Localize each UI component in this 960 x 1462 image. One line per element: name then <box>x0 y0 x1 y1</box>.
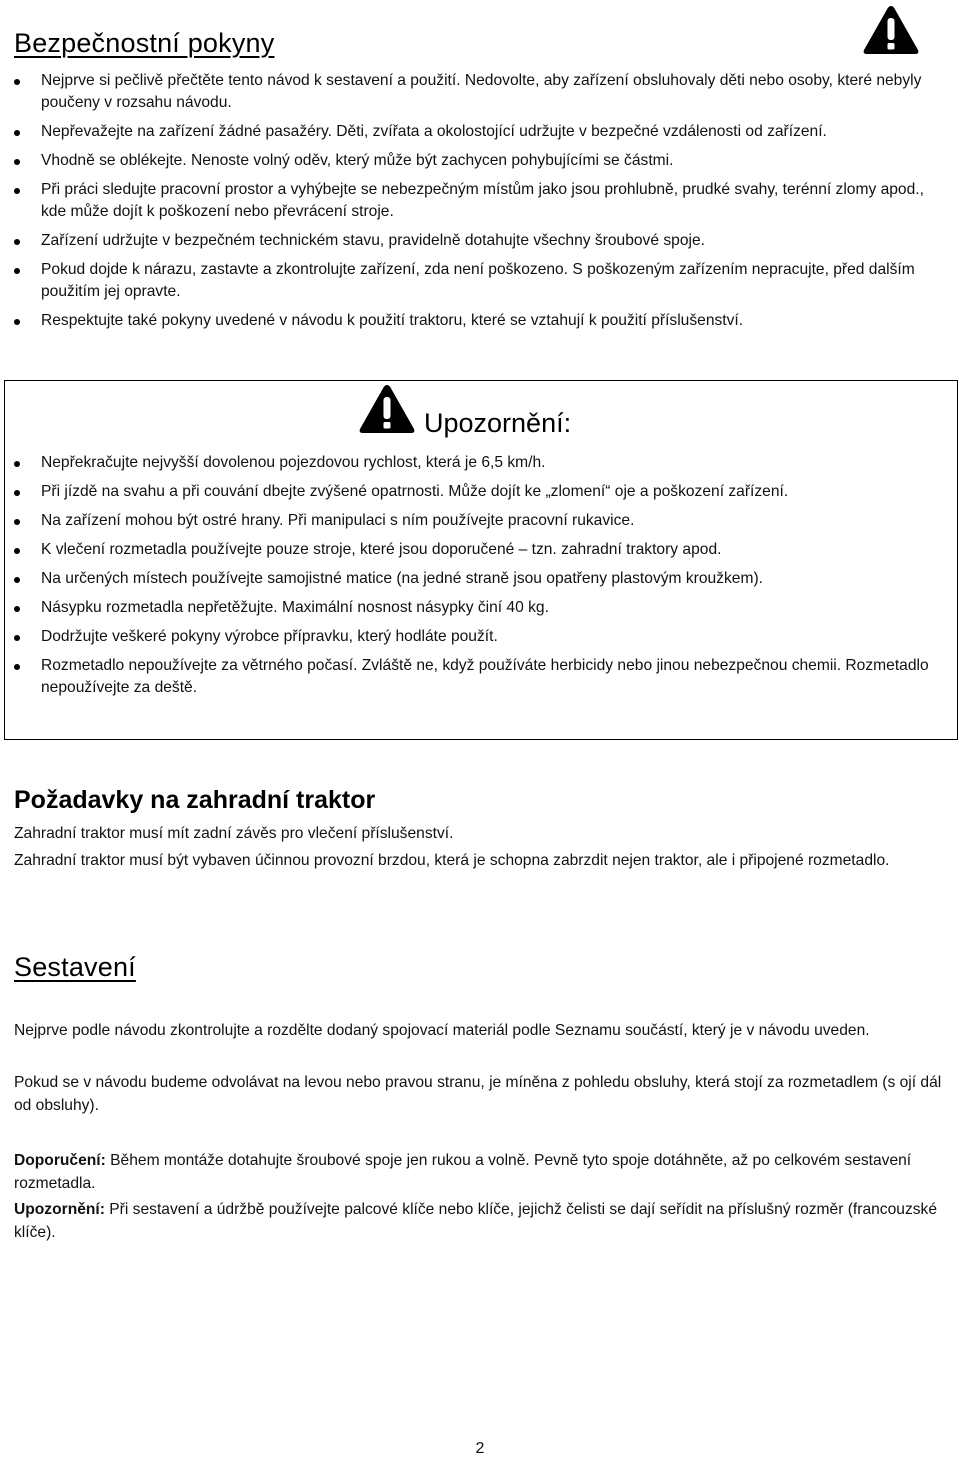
caution-note <box>14 1198 944 1244</box>
list-item: Na určených místech používejte samojistné matice (na jedné straně jsou opatřeny plastovým kroužkem). <box>12 568 942 590</box>
assembly-paragraph-2: Pokud se v návodu budeme odvolávat na levou nebo pravou stranu, je míněna z pohledu obsluhy, která stojí za rozmetadlem (s ojí dál od obsluhy). <box>14 1074 942 1114</box>
list-item: Dodržujte veškeré pokyny výrobce přípravku, který hodláte použít. <box>12 626 942 648</box>
list-item: Na zařízení mohou být ostré hrany. Při manipulaci s ním používejte pracovní rukavice. <box>12 510 942 532</box>
tractor-paragraph-1: Zahradní traktor musí mít zadní závěs pro vlečení příslušenství. <box>14 825 454 842</box>
tractor-heading: Požadavky na zahradní traktor <box>14 786 376 814</box>
list-item: Při jízdě na svahu a při couvání dbejte zvýšené opatrnosti. Může dojít ke „zlomení“ oje a poškození zařízení. <box>12 481 942 503</box>
recommendation-note <box>14 1149 944 1195</box>
assembly-paragraph-1: Nejprve podle návodu zkontrolujte a rozdělte dodaný spojovací materiál podle Seznamu součástí, který je v návodu uveden. <box>14 1022 870 1039</box>
assembly-heading: Sestavení <box>14 952 136 982</box>
recommendation-text: Během montáže dotahujte šroubové spoje jen rukou a volně. Pevně tyto spoje dotáhněte, až po celkovém sestavení rozmetadla. <box>14 1152 912 1192</box>
recommendation-label: Doporučení: <box>14 1152 106 1169</box>
page-number: 2 <box>475 1440 485 1457</box>
warning-triangle-icon <box>357 383 417 435</box>
list-item: Při práci sledujte pracovní prostor a vyhýbejte se nebezpečným místům jako jsou prohlubně, prudké svahy, terénní zlomy apod., kde může dojít k poškození nebo převrácení stroje. <box>12 179 947 223</box>
tractor-paragraph-2: Zahradní traktor musí být vybaven účinnou provozní brzdou, která je schopna zabrzdit nejen traktor, ale i připojené rozmetadlo. <box>14 852 890 869</box>
safety-list <box>12 70 947 332</box>
list-item: Respektujte také pokyny uvedené v návodu k použití traktoru, které se vztahují k použití příslušenství. <box>12 310 947 332</box>
safety-heading: Bezpečnostní pokyny <box>14 28 275 58</box>
list-item: Vhodně se oblékejte. Nenoste volný oděv, který může být zachycen pohybujícími se částmi. <box>12 150 947 172</box>
list-item: Nepřevažejte na zařízení žádné pasažéry. Děti, zvířata a okolostojící udržujte v bezpečné vzdálenosti od zařízení. <box>12 121 947 143</box>
caution-text: Při sestavení a údržbě používejte palcové klíče nebo klíče, jejichž čelisti se dají seřídit na příslušný rozměr (francouzské klíče). <box>14 1201 938 1241</box>
warning-heading: Upozornění: <box>424 408 572 438</box>
warning-triangle-icon <box>862 4 920 56</box>
warning-list <box>12 452 942 699</box>
caution-label: Upozornění: <box>14 1201 105 1218</box>
list-item: Nepřekračujte nejvyšší dovolenou pojezdovou rychlost, která je 6,5 km/h. <box>12 452 942 474</box>
list-item: Nejprve si pečlivě přečtěte tento návod k sestavení a použití. Nedovolte, aby zařízení obsluhovaly děti nebo osoby, které nebyly poučeny v rozsahu návodu. <box>12 70 947 114</box>
list-item: Pokud dojde k nárazu, zastavte a zkontrolujte zařízení, zda není poškozeno. S poškozeným zařízením nepracujte, před dalším použitím jej opravte. <box>12 259 947 303</box>
list-item: Násypku rozmetadla nepřetěžujte. Maximální nosnost násypky činí 40 kg. <box>12 597 942 619</box>
list-item: Zařízení udržujte v bezpečném technickém stavu, pravidelně dotahujte všechny šroubové spoje. <box>12 230 947 252</box>
list-item: Rozmetadlo nepoužívejte za větrného počasí. Zvláště ne, když používáte herbicidy nebo jinou nebezpečnou chemii. Rozmetadlo nepoužívejte za deště. <box>12 655 942 699</box>
list-item: K vlečení rozmetadla používejte pouze stroje, které jsou doporučené – tzn. zahradní traktory apod. <box>12 539 942 561</box>
